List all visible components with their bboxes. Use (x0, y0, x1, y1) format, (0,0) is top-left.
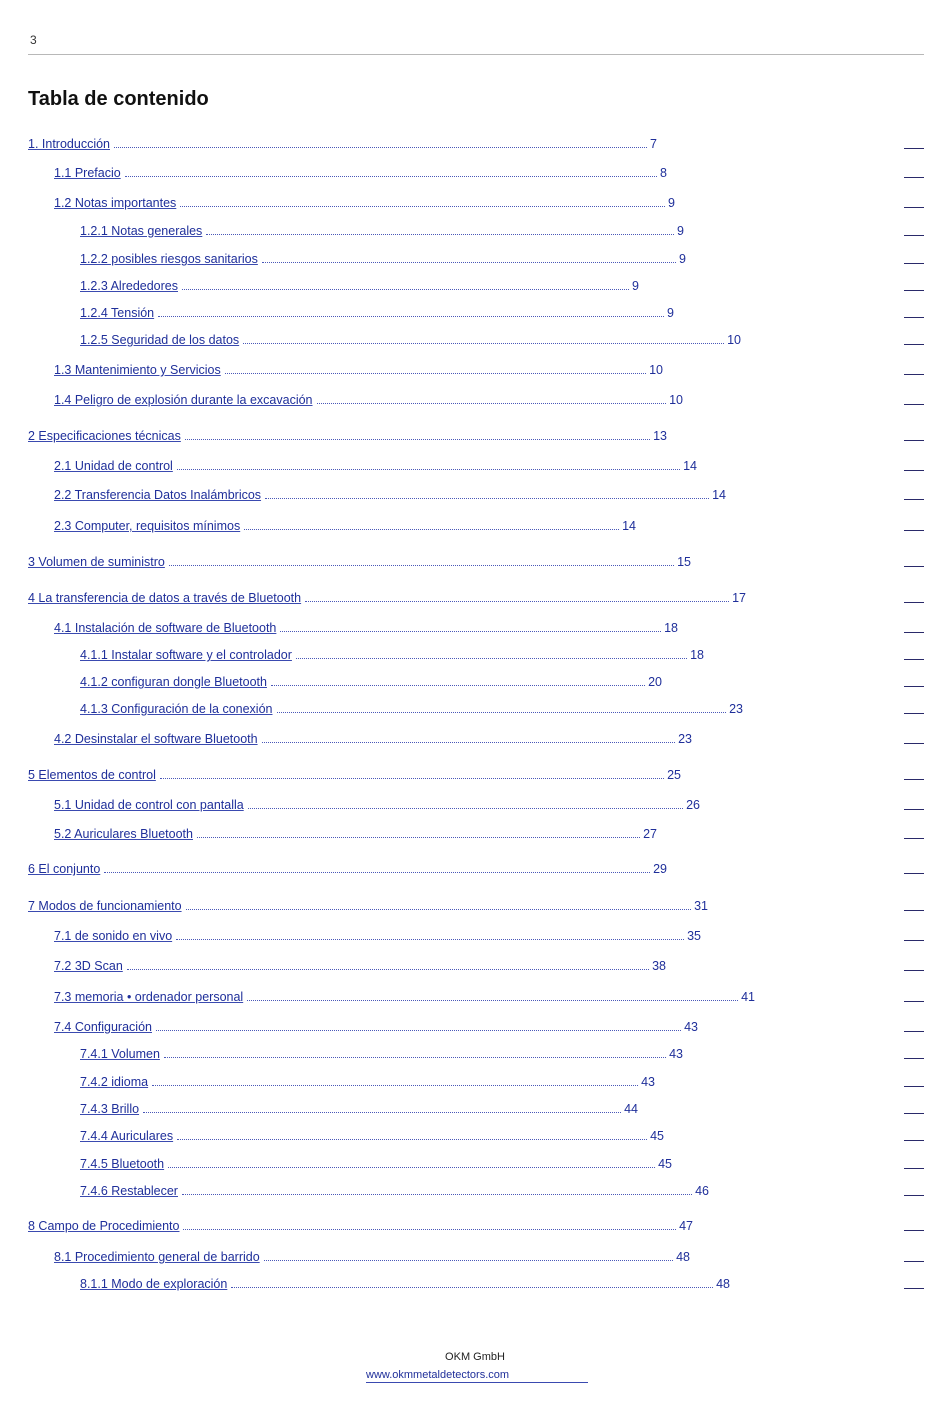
toc-entry-label: 8.1 Procedimiento general de barrido (54, 1250, 260, 1264)
toc-entry-label: 1.3 Mantenimiento y Servicios (54, 363, 221, 377)
toc-edge-mark (904, 1086, 924, 1087)
toc-entry-label: 7.4.3 Brillo (80, 1102, 140, 1116)
toc-entry[interactable] (54, 457, 697, 473)
toc-page-number: 45 (658, 1157, 672, 1171)
toc-edge-mark (904, 1195, 924, 1196)
toc-entry-label: 7.1 de sonido en vivo (54, 929, 173, 943)
toc-entry-label: 5.1 Unidad de control con pantalla (54, 798, 244, 812)
toc-entry[interactable] (54, 730, 692, 746)
toc-dot-leader (177, 1139, 647, 1140)
toc-entry[interactable] (54, 957, 666, 973)
toc-page-number: 7 (650, 137, 657, 151)
toc-dot-leader (143, 1112, 621, 1113)
toc-edge-mark (904, 317, 924, 318)
toc-entry[interactable] (80, 1182, 709, 1198)
toc-edge-mark (904, 235, 924, 236)
toc-entry[interactable] (28, 427, 667, 443)
toc-entry-label: 7.4.4 Auriculares (80, 1129, 174, 1143)
toc-dot-leader (186, 909, 692, 910)
toc-entry-label: 2.2 Transferencia Datos Inalámbricos (54, 488, 262, 502)
toc-page-number: 46 (695, 1184, 709, 1198)
toc-edge-mark (904, 207, 924, 208)
toc-entry[interactable] (80, 673, 662, 689)
toc-edge-mark (904, 470, 924, 471)
toc-entry-label: 1.2.2 posibles riesgos sanitarios (80, 252, 258, 266)
toc-entry[interactable] (80, 646, 704, 662)
toc-entry[interactable] (54, 486, 726, 502)
toc-page-number: 15 (677, 555, 691, 569)
toc-edge-mark (904, 910, 924, 911)
toc-page-number: 9 (667, 306, 674, 320)
toc-dot-leader (183, 1229, 676, 1230)
toc-entry-label: 4.1 Instalación de software de Bluetooth (54, 621, 277, 635)
toc-page-number: 9 (668, 196, 675, 210)
toc-dot-leader (125, 176, 657, 177)
toc-entry[interactable] (80, 1073, 655, 1089)
toc-dot-leader (265, 498, 709, 499)
toc-page-number: 9 (632, 279, 639, 293)
toc-entry[interactable] (80, 1275, 730, 1291)
toc-entry-label: 7 Modos de funcionamiento (28, 899, 182, 913)
toc-edge-mark (904, 1140, 924, 1141)
toc-dot-leader (243, 343, 724, 344)
toc-page-number: 9 (679, 252, 686, 266)
toc-entry-label: 1.2.3 Alrededores (80, 279, 178, 293)
toc-edge-mark (904, 148, 924, 149)
toc-page-number: 14 (683, 459, 697, 473)
toc-entry-label: 1.2.5 Seguridad de los datos (80, 333, 240, 347)
toc-edge-mark (904, 177, 924, 178)
toc-dot-leader (177, 469, 680, 470)
toc-dot-leader (280, 631, 661, 632)
toc-dot-leader (206, 234, 674, 235)
toc-edge-mark (904, 602, 924, 603)
toc-edge-mark (904, 940, 924, 941)
toc-edge-mark (904, 970, 924, 971)
toc-page-number: 18 (690, 648, 704, 662)
toc-dot-leader (317, 403, 667, 404)
toc-dot-leader (262, 742, 676, 743)
toc-dot-leader (158, 316, 664, 317)
toc-entry-label: 7.4.6 Restablecer (80, 1184, 178, 1198)
toc-entry[interactable] (28, 766, 681, 782)
toc-page-number: 20 (648, 675, 662, 689)
toc-entry[interactable] (80, 1155, 672, 1171)
toc-page-number: 47 (679, 1219, 693, 1233)
toc-entry-label: 4.1.1 Instalar software y el controlador (80, 648, 292, 662)
toc-page-number: 10 (669, 393, 683, 407)
toc-entry[interactable] (80, 700, 743, 716)
toc-entry[interactable] (80, 222, 684, 238)
toc-page-number: 23 (678, 732, 692, 746)
toc-edge-mark (904, 713, 924, 714)
toc-dot-leader (180, 206, 665, 207)
toc-dot-leader (247, 1000, 738, 1001)
toc-page-number: 10 (649, 363, 663, 377)
toc-page-number: 8 (660, 166, 667, 180)
toc-entry-label: 7.4.5 Bluetooth (80, 1157, 165, 1171)
toc-entry[interactable] (80, 277, 639, 293)
toc-entry[interactable] (54, 391, 683, 407)
toc-dot-leader (231, 1287, 713, 1288)
toc-edge-mark (904, 374, 924, 375)
toc-entry-label: 5 Elementos de control (28, 768, 156, 782)
toc-dot-leader (197, 837, 640, 838)
toc-dot-leader (152, 1085, 638, 1086)
toc-entry[interactable] (80, 331, 741, 347)
toc-dot-leader (168, 1167, 655, 1168)
toc-entry-label: 1.4 Peligro de explosión durante la excavación (54, 393, 313, 407)
toc-edge-mark (904, 1288, 924, 1289)
toc-edge-mark (904, 566, 924, 567)
toc-dot-leader (185, 439, 650, 440)
toc-entry-label: 1. Introducción (28, 137, 110, 151)
toc-entry[interactable] (28, 589, 746, 605)
toc-dot-leader (248, 808, 683, 809)
page-number: 3 (30, 33, 37, 47)
toc-entry[interactable] (54, 619, 678, 635)
toc-entry[interactable] (28, 135, 657, 151)
toc-dot-leader (160, 778, 664, 779)
toc-entry[interactable] (28, 1217, 693, 1233)
toc-entry[interactable] (54, 517, 636, 533)
toc-entry[interactable] (54, 988, 755, 1004)
toc-entry[interactable] (54, 1018, 698, 1034)
toc-entry[interactable] (54, 825, 657, 841)
toc-edge-mark (904, 686, 924, 687)
toc-dot-leader (164, 1057, 666, 1058)
toc-dot-leader (225, 373, 646, 374)
toc-entry-label: 7.3 memoria • ordenador personal (54, 990, 244, 1004)
toc-entry[interactable] (80, 1100, 638, 1116)
toc-dot-leader (169, 565, 674, 566)
toc-dot-leader (305, 601, 729, 602)
toc-entry-label: 1.2.1 Notas generales (80, 224, 203, 238)
toc-edge-mark (904, 838, 924, 839)
toc-edge-mark (904, 344, 924, 345)
toc-dot-leader (176, 939, 684, 940)
toc-edge-mark (904, 632, 924, 633)
toc-edge-mark (904, 779, 924, 780)
toc-page-number: 23 (729, 702, 743, 716)
toc-entry[interactable] (54, 1248, 690, 1264)
toc-page-number: 14 (712, 488, 726, 502)
toc-entry-label: 4.1.2 configuran dongle Bluetooth (80, 675, 267, 689)
toc-dot-leader (104, 872, 650, 873)
toc-entry-label: 7.2 3D Scan (54, 959, 123, 973)
toc-entry[interactable] (80, 1127, 664, 1143)
toc-entry-label: 8 Campo de Procedimiento (28, 1219, 180, 1233)
toc-entry-label: 4 La transferencia de datos a través de Bluetooth (28, 591, 302, 605)
toc-edge-mark (904, 1031, 924, 1032)
toc-edge-mark (904, 440, 924, 441)
toc-page-number: 35 (687, 929, 701, 943)
toc-edge-mark (904, 743, 924, 744)
toc-page-number: 48 (716, 1277, 730, 1291)
toc-page-number: 18 (664, 621, 678, 635)
toc-page-number: 43 (684, 1020, 698, 1034)
toc-page-number: 43 (669, 1047, 683, 1061)
toc-dot-leader (296, 658, 687, 659)
toc-page-number: 10 (727, 333, 741, 347)
toc-page-number: 38 (652, 959, 666, 973)
toc-edge-mark (904, 1058, 924, 1059)
toc-entry[interactable] (28, 553, 691, 569)
toc-page-number: 31 (694, 899, 708, 913)
toc-page-number: 44 (624, 1102, 638, 1116)
toc-page-number: 27 (643, 827, 657, 841)
toc-entry[interactable] (80, 250, 686, 266)
toc-entry[interactable] (54, 796, 700, 812)
toc-entry-label: 1.2 Notas importantes (54, 196, 177, 210)
toc-entry[interactable] (54, 194, 675, 210)
toc-entry[interactable] (54, 927, 701, 943)
toc-edge-mark (904, 1113, 924, 1114)
toc-page-number: 26 (686, 798, 700, 812)
toc-entry-label: 2.1 Unidad de control (54, 459, 173, 473)
toc-dot-leader (156, 1030, 681, 1031)
toc-entry-label: 4.2 Desinstalar el software Bluetooth (54, 732, 258, 746)
toc-dot-leader (182, 289, 629, 290)
toc-edge-mark (904, 499, 924, 500)
toc-entry-label: 5.2 Auriculares Bluetooth (54, 827, 193, 841)
toc-entry[interactable] (28, 860, 667, 876)
toc-page-number: 41 (741, 990, 755, 1004)
toc-dot-leader (264, 1260, 673, 1261)
toc-edge-mark (904, 1168, 924, 1169)
toc-page-number: 43 (641, 1075, 655, 1089)
toc-entry[interactable] (80, 1045, 683, 1061)
toc-dot-leader (277, 712, 727, 713)
toc-edge-mark (904, 873, 924, 874)
toc-entry-label: 2.3 Computer, requisitos mínimos (54, 519, 241, 533)
toc-edge-mark (904, 263, 924, 264)
toc-entry-label: 7.4.2 idioma (80, 1075, 149, 1089)
toc-page-number: 29 (653, 862, 667, 876)
toc-edge-mark (904, 659, 924, 660)
toc-entry-label: 1.2.4 Tensión (80, 306, 155, 320)
toc-entry-label: 2 Especificaciones técnicas (28, 429, 181, 443)
toc-dot-leader (271, 685, 645, 686)
toc-edge-mark (904, 530, 924, 531)
toc-entry[interactable] (80, 304, 674, 320)
toc-entry-label: 6 El conjunto (28, 862, 101, 876)
footer-company: OKM GmbH (445, 1351, 505, 1363)
toc-entry[interactable] (54, 164, 667, 180)
toc-edge-mark (904, 404, 924, 405)
toc-dot-leader (244, 529, 619, 530)
toc-page-number: 45 (650, 1129, 664, 1143)
page-title: Tabla de contenido (28, 88, 209, 110)
toc-dot-leader (114, 147, 647, 148)
toc-entry-label: 4.1.3 Configuración de la conexión (80, 702, 273, 716)
toc-entry-label: 8.1.1 Modo de exploración (80, 1277, 228, 1291)
toc-edge-mark (904, 1001, 924, 1002)
toc-dot-leader (182, 1194, 692, 1195)
footer-url-link[interactable]: www.okmmetaldetectors.com (366, 1369, 588, 1383)
toc-entry-label: 1.1 Prefacio (54, 166, 121, 180)
toc-page-number: 13 (653, 429, 667, 443)
toc-page-number: 17 (732, 591, 746, 605)
toc-page-number: 48 (676, 1250, 690, 1264)
toc-page-number: 14 (622, 519, 636, 533)
toc-edge-mark (904, 809, 924, 810)
toc-edge-mark (904, 290, 924, 291)
toc-entry-label: 3 Volumen de suministro (28, 555, 165, 569)
toc-dot-leader (262, 262, 676, 263)
toc-edge-mark (904, 1230, 924, 1231)
toc-dot-leader (127, 969, 649, 970)
toc-entry-label: 7.4 Configuración (54, 1020, 152, 1034)
toc-page-number: 25 (667, 768, 681, 782)
toc-edge-mark (904, 1261, 924, 1262)
toc-entry[interactable] (54, 361, 663, 377)
toc-entry-label: 7.4.1 Volumen (80, 1047, 160, 1061)
toc-page-number: 9 (677, 224, 684, 238)
toc-entry[interactable] (28, 897, 708, 913)
